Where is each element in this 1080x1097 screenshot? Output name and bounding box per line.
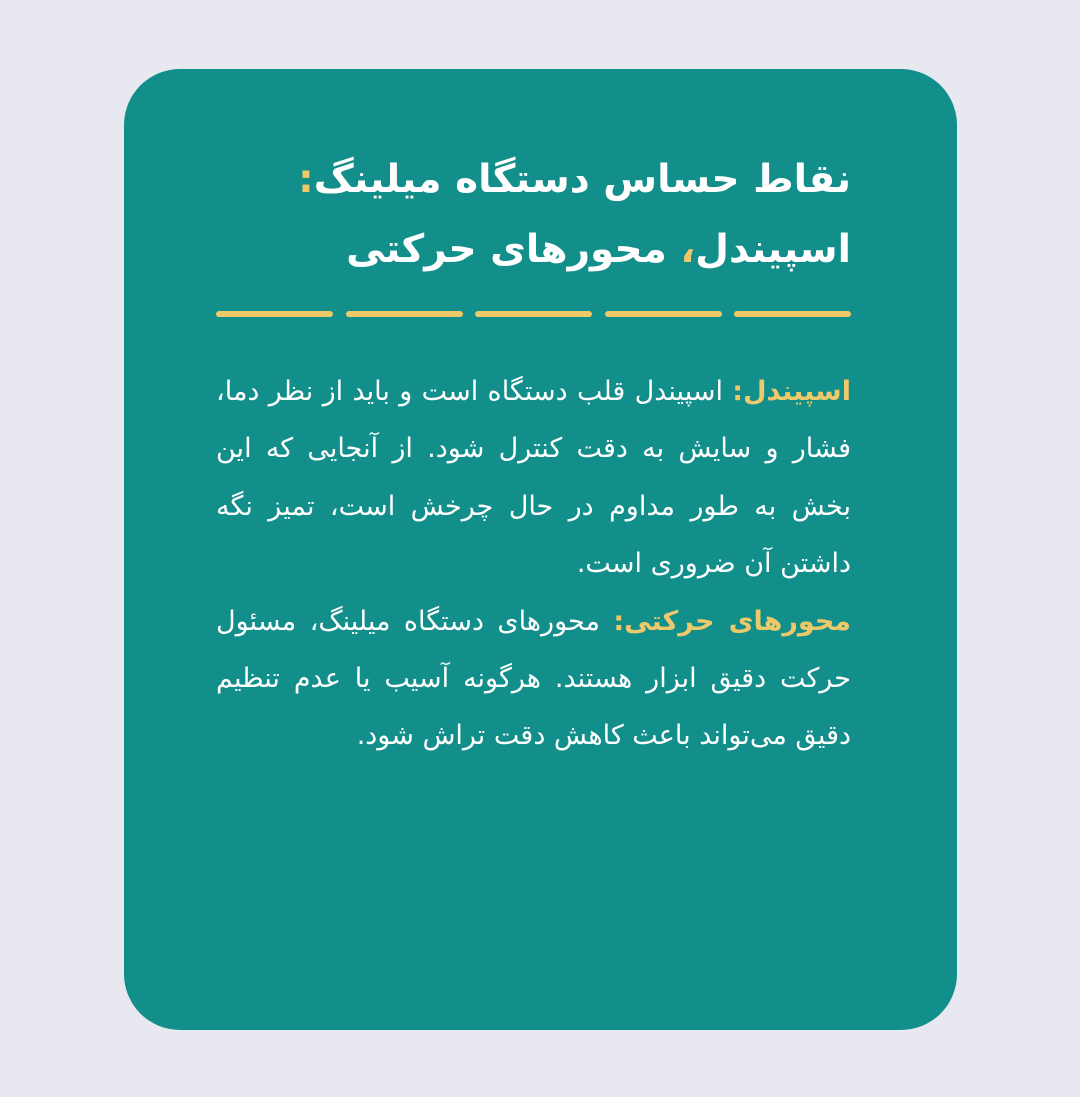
divider-segment [605,311,722,317]
divider-segment [734,311,851,317]
section-spindle [216,363,851,593]
section-label: اسپیندل: [732,376,851,407]
title-line-2: اسپیندل، محورهای حرکتی [346,227,851,272]
divider-segment [216,311,333,317]
divider-segment [475,311,592,317]
title-line-1: نقاط حساس دستگاه میلینگ: [298,157,851,202]
section-body: محورهای دستگاه میلینگ، مسئول حرکت دقیق ابزار هستند. هرگونه آسیب یا عدم تنظیم دقیق می‌تواند باعث کاهش دقت تراش شود. [216,605,851,752]
info-card [124,69,957,1030]
divider-segment [346,311,463,317]
section-label: محورهای حرکتی: [613,605,851,637]
title-comma: ، [680,227,696,272]
section-motion-axes [216,593,851,765]
title-colon: : [298,157,314,202]
card-title [216,145,851,285]
section-body: اسپیندل قلب دستگاه است و باید از نظر دما، فشار و سایش به دقت کنترل شود. از آنجایی که این بخش به طور مداوم در حال چرخش است، تمیز نگه داشتن آن ضروری است. [216,376,851,580]
title-divider [216,311,851,317]
